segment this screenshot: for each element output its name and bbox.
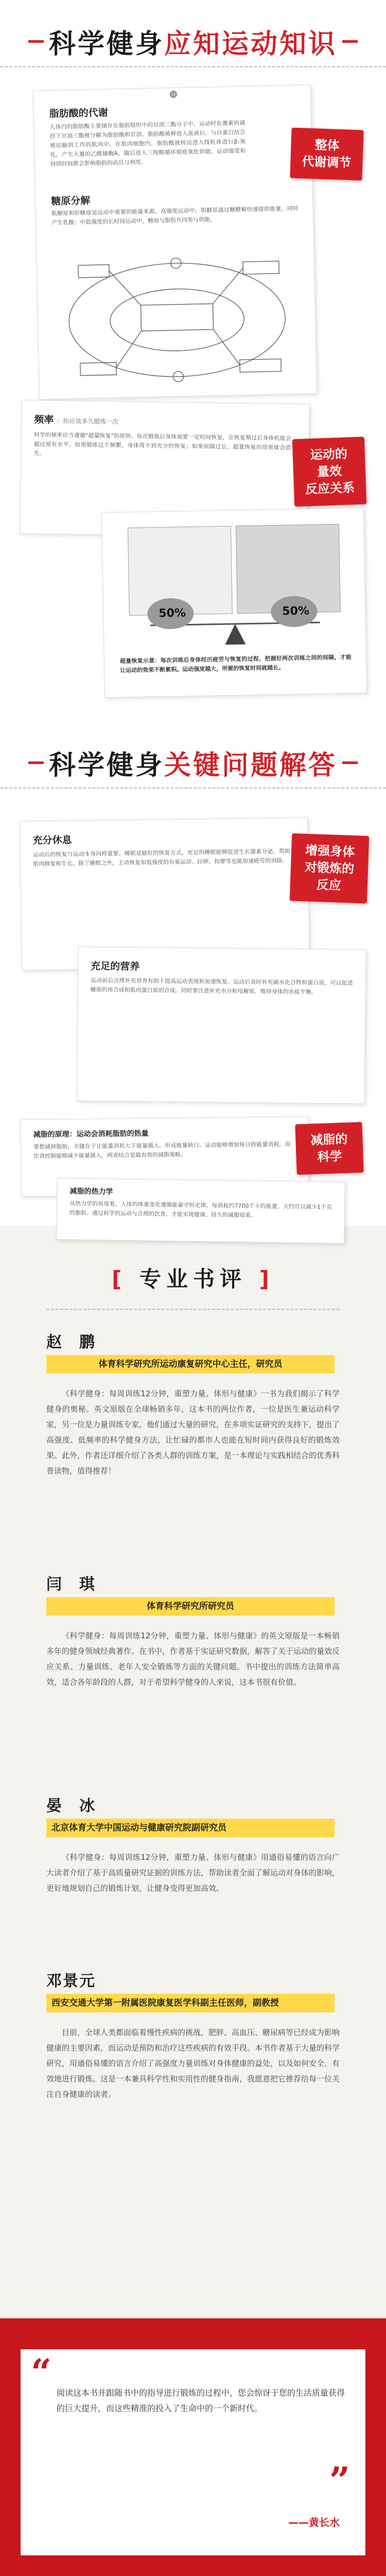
text-fatty-acid: 人体内的脂肪酸主要储存在脂肪组织中的甘油三酯分子中，运动时在激素的调控下甘油三酯被分解为脂肪酸和甘油。脂肪酸被释放入血液后，与白蛋白结合被运输到工作的肌肉中。在肌肉细胞内，脂肪酸被转运进入线粒体进行β-氧化，产生大量的乙酰辅酶A，随后进入三羧酸循环彻底氧化供能。运动强度和持续时间都会影响脂肪的动员与利用。 <box>49 120 246 168</box>
right-percentage: 50% <box>282 604 310 618</box>
text-rest: 运动后的恢复与运动本身同样重要。睡眠是最好的恢复方式，充足的睡眠能够促进生长激素分泌，帮助肌肉修复和生长。除了睡眠之外，主动恢复如低强度的有氧运动、拉伸、按摩等也能加速疲劳的消除。 <box>32 848 290 868</box>
quote-author: ——黄长水 <box>288 2516 340 2529</box>
dashed-divider <box>0 787 386 793</box>
title-dash-right <box>342 761 358 764</box>
tag-overall-metabolism: 整体 代谢调节 <box>290 128 363 181</box>
tag-enhance-response: 增强身体 对锻炼的 反应 <box>290 833 369 903</box>
scale-diagram <box>117 519 351 652</box>
section2-header <box>0 732 386 793</box>
review-text: 《科学健身：每周训练12分钟，重塑力量、体形与健康》一书为我们揭示了科学健身的奥秘。英文原版在全球畅销多年，这本书的两位作者，一位是医生兼运动科学家，另一位是力量训练专家，他们通过大量的研究，在多项实证研究的支持下，提出了高强度、低频率的科学健身方法，让忙碌的都市人也能在短时间内获得良好的锻炼效果。此外，作者还详细介绍了各类人群的训练方案，是一本理论与实践相结合的优秀科普读物，值得推荐！ <box>46 1389 340 1476</box>
left-percentage: 50% <box>159 606 186 620</box>
heading-fatty-acid: 脂肪酸的代谢 <box>49 107 108 120</box>
text-glycogen: 肌糖原和肝糖原是运动中重要的能量来源。高强度运动中，肌糖原通过糖酵解快速提供能量，同时产生乳酸；中低强度的长时间运动中，糖原与脂肪共同参与供能。 <box>51 205 299 227</box>
dashed-divider <box>0 66 386 72</box>
title-dash-left <box>28 761 44 764</box>
reviewer-name: 赵 鹏 <box>46 1333 96 1351</box>
section1-header <box>0 10 386 72</box>
section2-title: 科学健身关键问题解答 <box>48 750 338 781</box>
page-supercompensation <box>101 508 367 698</box>
heading-fat-loss: 减脂的原理：运动会消耗脂肪的热量 <box>33 1129 149 1139</box>
heading-rest: 充分休息 <box>32 834 72 846</box>
reviewer-role: 西安交通大学第一附属医院康复医学科副主任医师，副教授 <box>51 1998 279 2008</box>
pin-icon <box>170 91 177 98</box>
page-thermodynamics <box>56 1178 345 1244</box>
page-metabolism <box>33 84 317 399</box>
review-text: 目前，全球人类都面临着慢性疾病的挑战，肥胖、高血压、糖尿病等已经成为影响健康的主要因素，而运动是预防和治疗这些疾病的有效手段。本书作者基于大量的科学研究，用通俗易懂的语言介绍了高强度力量训练对身体健康的益处，以及如何安全、有效地进行锻炼。这是一本兼具科学性和实用性的健身指南，我愿意把它推荐给每一位关注自身健康的读者。 <box>46 2028 340 2099</box>
review-text: 《科学健身：每周训练12分钟，重塑力量、体形与健康》的英文原版是一本畅销多年的健身领域经典著作。在书中，作者基于实证研究数据，解答了关于运动的量效反应关系、力量训练、老年人安全锻炼等方面的关键问题。书中提出的训练方法简单高效，适合各年龄段的人群，对于希望科学健身的人来说，这本书很有价值。 <box>46 1631 340 1687</box>
text-nutrition: 运动前后合理补充营养有助于提高运动表现和加速恢复。运动后及时补充碳水化合物和蛋白质，可以促进糖原的再合成和肌肉蛋白质的合成。同时要注意补充水分和电解质，维持身体的水盐平衡。 <box>90 977 353 995</box>
reviews-divider <box>46 1309 340 1310</box>
heading-glycogen: 糖原分解 <box>51 195 91 208</box>
reviewer-role: 体育科学研究所运动康复研究中心主任，研究员 <box>98 1359 283 1369</box>
heading-nutrition: 充足的营养 <box>91 960 140 973</box>
reviewer-name: 晏 冰 <box>46 1797 96 1815</box>
text-frequency: 科学的频率应当遵循"超量恢复"的原则。每次锻炼后身体需要一定时间恢复，在恢复期过后身体机能会超过原有水平。如果锻炼过于频繁，身体得不到充分的恢复；如果间隔过长，超量恢复的效果就会消失。 <box>33 431 291 457</box>
reviewer-role: 体育科学研究所研究员 <box>147 1601 234 1612</box>
reviewer-role: 北京体育大学中国运动与健康研究院副研究员 <box>51 1823 226 1833</box>
caption-supercompensation: 超量恢复示意：每次训练后身体经历疲劳与恢复的过程，把握好两次训练之间的间隔，才能让运动的效果不断累积。运动强度越大，所需的恢复时间就越长。 <box>119 654 352 674</box>
heading-thermodynamics: 减脂的热力学 <box>69 1187 113 1196</box>
tag-fat-loss-science: 减脂的 科学 <box>295 1122 363 1175</box>
open-quote-icon: “ <box>31 2351 52 2394</box>
page-nutrition <box>76 946 366 1104</box>
metabolism-diagram <box>47 240 307 389</box>
title-dash-right <box>342 40 358 43</box>
reviews-title: [ 专业书评 ] <box>112 1266 274 1292</box>
tag-dose-response: 运动的 量效 反应关系 <box>292 437 366 507</box>
reviewer-name: 邓景元 <box>46 1972 96 1990</box>
reviewer-name: 闫 琪 <box>46 1575 96 1594</box>
quote-card <box>21 2349 365 2555</box>
title-dash-left <box>28 40 44 43</box>
text-thermodynamics: 从热力学的角度看，人体的体重变化遵循能量守恒定律。每消耗约7700千卡的能量，大约可以减少1千克的脂肪。通过科学的运动与合理的饮食，才能实现健康、持久的减脂效果。 <box>69 1200 332 1219</box>
heading-frequency: 频率 ：你应该多久锻炼一次 <box>34 414 119 426</box>
review-text: 《科学健身：每周训练12分钟，重塑力量、体形与健康》用通俗易懂的语言向广大读者介绍了基于高质量研究证据的训练方法，帮助读者全面了解运动对身体的影响，更好地规划自己的锻炼计划，让健身变得更加高效。 <box>46 1853 340 1893</box>
quote-text: 阅读这本书并跟随书中的指导进行锻炼的过程中，您会惊讶于您的生活质量获得的巨大提升，而这些精准的投入了生命中的一个新时代。 <box>57 2388 345 2413</box>
text-fat-loss: 要想减掉脂肪，关键在于让能量消耗大于能量摄入，形成能量缺口。运动能够增加每日的能量消耗，而饮食控制能够减少能量摄入，两者结合是最有效的减脂策略。 <box>33 1141 291 1160</box>
close-quote-icon: ” <box>329 2459 350 2502</box>
section1-title: 科学健身应知运动知识 <box>48 28 338 60</box>
